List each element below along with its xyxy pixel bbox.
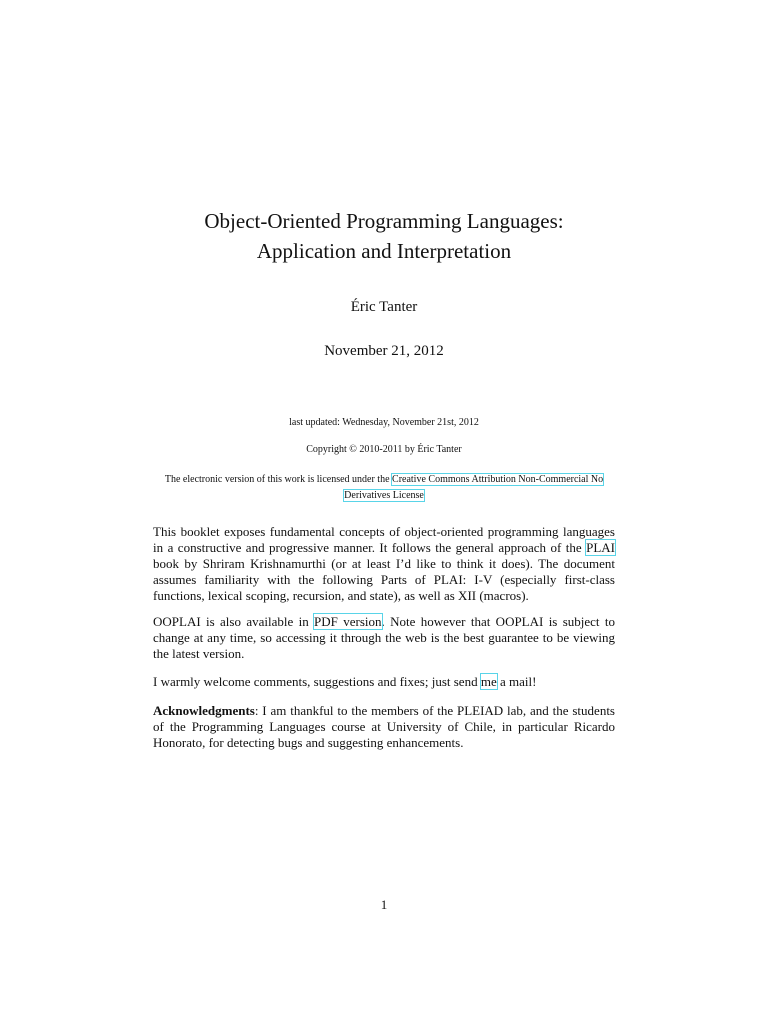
feedback-text-b: a mail! bbox=[496, 674, 537, 689]
acknowledgments-paragraph bbox=[153, 703, 615, 751]
last-updated-note: last updated: Wednesday, November 21st, 2012 bbox=[289, 417, 479, 428]
license-notice bbox=[153, 472, 615, 504]
license-prefix: The electronic version of this work is licensed under the bbox=[164, 474, 393, 485]
page-number: 1 bbox=[380, 897, 388, 912]
intro-text-a: This booklet exposes fundamental concepts of object-oriented programming languages in a constructive and progressive manner. It follows the general approach of the bbox=[153, 524, 615, 555]
title-line-2: Application and Interpretation bbox=[256, 239, 512, 263]
title-line-1: Object-Oriented Programming Languages: bbox=[204, 209, 564, 233]
intro-paragraph bbox=[153, 524, 615, 604]
pdf-version-link[interactable]: PDF version bbox=[314, 614, 382, 629]
plai-link[interactable]: PLAI bbox=[586, 540, 615, 555]
license-link[interactable]: Creative Commons Attribution Non-Commercial No Derivatives License bbox=[344, 474, 604, 501]
feedback-paragraph bbox=[153, 674, 615, 690]
acknowledgments-text: : I am thankful to the members of the PLEIAD lab, and the students of the Programming Languages course at University of Chile, in particular Ricardo Honorato, for detecting bugs and suggesting enhancements. bbox=[153, 703, 615, 750]
pdf-text-a: OOPLAI is also available in bbox=[153, 614, 315, 629]
author-name: Éric Tanter bbox=[350, 299, 418, 315]
email-me-link[interactable]: me bbox=[480, 674, 497, 689]
feedback-text-a: I warmly welcome comments, suggestions and fixes; just send bbox=[153, 674, 481, 689]
acknowledgments-label: Acknowledgments bbox=[153, 703, 255, 718]
intro-text-b: book by Shriram Krishnamurthi (or at least I’d like to think it does). The document assumes familiarity with the following Parts of PLAI: I-V (especially first-class functions, lexical scoping, recursion, and state), as well as XII (macros). bbox=[153, 556, 615, 603]
pdf-paragraph bbox=[153, 614, 615, 662]
publication-date: November 21, 2012 bbox=[324, 343, 444, 359]
pdf-text-b: . Note however that OOPLAI is subject to change at any time, so accessing it through the web is the best guarantee to be viewing the latest version. bbox=[153, 614, 615, 661]
copyright-notice: Copyright © 2010-2011 by Éric Tanter bbox=[306, 444, 462, 455]
